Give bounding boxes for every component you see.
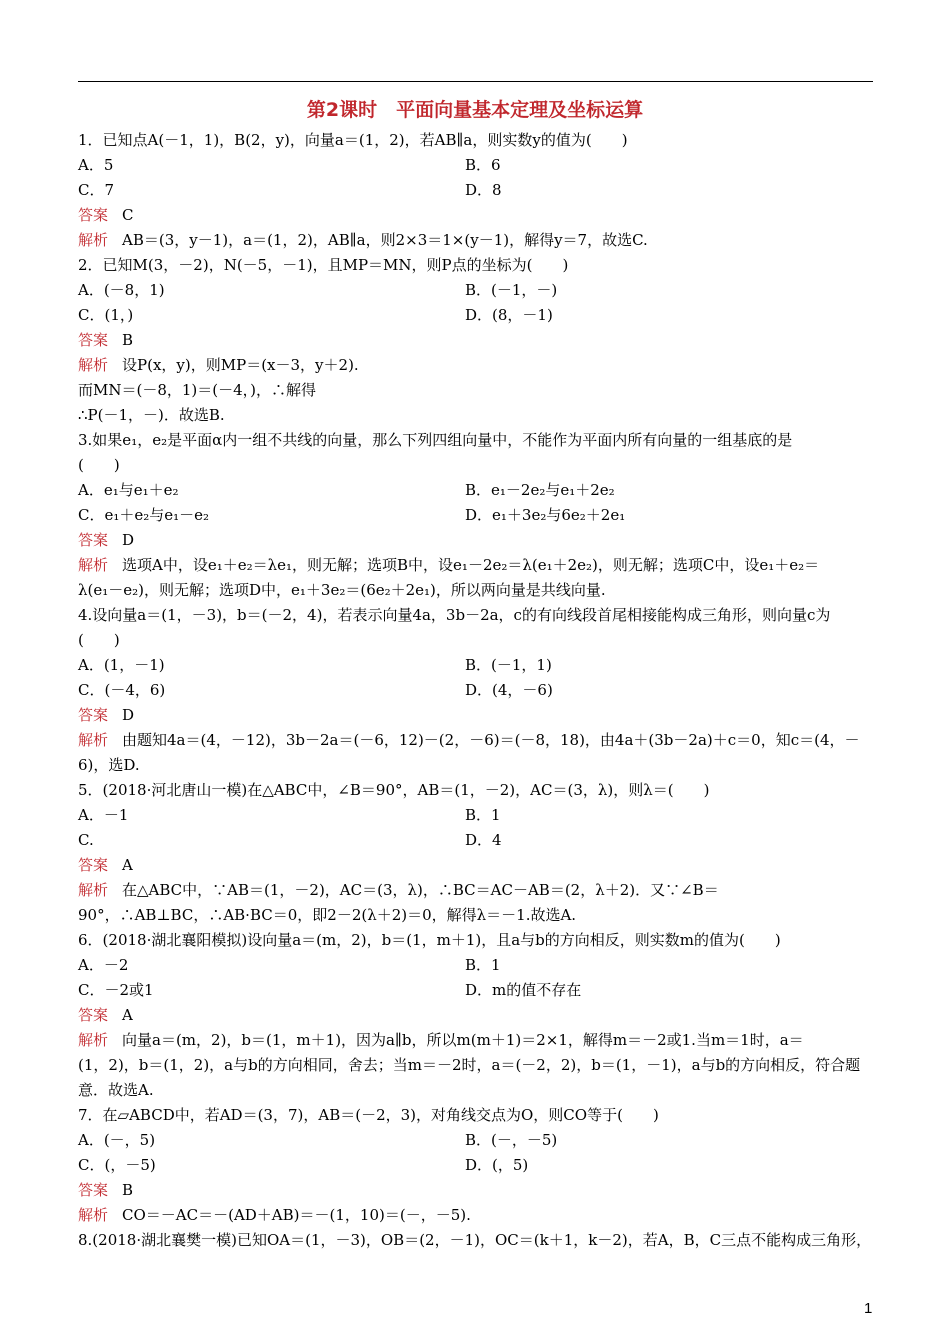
answer-line [78,1005,133,1025]
answer-label: 答案 [78,331,109,349]
answer-line [78,705,134,725]
line-text: 8.(2018·湖北襄樊一模)已知OA＝(1，－3)，OB＝(2，－1)，OC＝(k＋1，k－2)，若A，B，C三点不能构成三角形， [78,1231,872,1249]
line-text: A [122,856,133,874]
line-text: B．(－1，1) [465,656,552,674]
answer-label: 答案 [78,706,109,724]
text-line [465,655,552,675]
answer-line [78,205,134,225]
line-text: A．e₁与e₁＋e₂ [78,481,179,499]
line-text: C．7 [78,181,115,199]
answer-line [78,1180,133,1200]
text-line [78,755,140,775]
line-text: B．6 [465,156,501,174]
text-line [78,580,606,600]
line-text: D．(8，－1) [465,306,553,324]
line-text: C [122,206,134,224]
line-text: D．e₁＋3e₂与6e₂＋2e₁ [465,506,626,524]
line-text: A．(－，5) [78,1131,156,1149]
text-line [78,1230,871,1250]
line-text: C. [78,831,94,849]
line-text: λ(e₁－e₂)，则无解；选项D中，e₁＋3e₂＝(6e₂＋2e₁)，所以两向量是共线向量. [78,581,606,599]
text-line [465,1155,528,1175]
text-line [78,780,709,800]
line-text: 1．已知点A(－1，1)，B(2，y)，向量a＝(1，2)，若AB∥a，则实数y的值为( ) [78,131,628,149]
line-text: A．5 [78,156,114,174]
text-line [465,180,502,200]
text-line [465,955,501,975]
line-text: 在△ABC中，∵AB＝(1，－2)，AC＝(3，λ)，∴BC＝AC－AB＝(2，λ＋2)．又∵∠B＝ [122,881,719,899]
text-line [78,430,792,450]
text-line [78,955,128,975]
analysis-label: 解析 [78,231,109,249]
line-text: 6．(2018·湖北襄阳模拟)设向量a＝(m，2)，b＝(1，m＋1)，且a与b的方向相反，则实数m的值为( ) [78,931,781,949]
text-line [78,655,165,675]
line-text: 2．已知M(3，－2)，N(－5，－1)，且MP＝MN，则P点的坐标为( ) [78,256,569,274]
text-line [465,805,501,825]
text-line [78,180,114,200]
text-line [78,930,781,950]
answer-line [78,530,134,550]
line-text: A．－2 [78,956,129,974]
analysis-label: 解析 [78,556,109,574]
line-text: D．4 [465,831,502,849]
analysis-line [78,355,359,375]
line-text: B．1 [465,956,501,974]
page-number: 1 [864,1300,873,1317]
line-text: ( ) [78,631,120,649]
text-line [78,830,94,850]
line-text: C．(1，) [78,306,134,324]
text-line [78,630,120,650]
text-line [78,505,209,525]
line-text: A．(1，－1) [78,656,165,674]
line-text: 90°，∴AB⊥BC，∴AB·BC＝0，即2－2(λ＋2)＝0，解得λ＝－1.故选A. [78,906,577,924]
text-line [465,505,625,525]
analysis-label: 解析 [78,881,109,899]
answer-line [78,855,133,875]
analysis-label: 解析 [78,731,109,749]
analysis-line [78,730,860,750]
text-line [465,480,615,500]
text-line [78,980,154,1000]
line-text: D [122,706,135,724]
line-text: 7．在▱ABCD中，若AD＝(3，7)，AB＝(－2，3)，对角线交点为O，则CO等于( ) [78,1106,659,1124]
text-line [465,830,502,850]
line-text: 6)，选D. [78,756,140,774]
line-text: (1，2)，b＝(1，2)，a与b的方向相同，舍去；当m＝－2时，a＝(－2，2)，b＝(1，－1)，a与b的方向相反，符合题 [78,1056,861,1074]
line-text: 4.设向量a＝(1，－3)，b＝(－2，4)，若表示向量4a，3b－2a，c的有向线段首尾相接能构成三角形，则向量c为 [78,606,831,624]
analysis-line [78,1030,804,1050]
analysis-label: 解析 [78,1206,109,1224]
line-text: AB＝(3，y－1)，a＝(1，2)，AB∥a，则2×3＝1×(y－1)，解得y＝7，故选C. [122,231,648,249]
line-text: 由题知4a＝(4，－12)，3b－2a＝(－6，12)－(2，－6)＝(－8，18)，由4a＋(3b－2a)＋c＝0，知c＝(4，－ [122,731,860,749]
text-line [465,1130,557,1150]
line-text: 设P(x，y)，则MP＝(x－3，y＋2). [122,356,359,374]
line-text: 3.如果e₁，e₂是平面α内一组不共线的向量，那么下列四组向量中，不能作为平面内所有向量的一组基底的是 [78,431,793,449]
analysis-line [78,555,819,575]
line-text: B．(－，－5) [465,1131,558,1149]
line-text: CO＝－AC＝－(AD＋AB)＝－(1，10)＝(－，－5). [122,1206,471,1224]
line-text: B [122,331,134,349]
line-text: C．(，－5) [78,1156,156,1174]
line-text: 向量a＝(m，2)，b＝(1，m＋1)，因为a∥b，所以m(m＋1)＝2×1，解得m＝－2或1.当m＝1时，a＝ [122,1031,804,1049]
text-line [78,405,225,425]
line-text: B [122,1181,134,1199]
line-text: D．(4，－6) [465,681,553,699]
text-line [78,280,165,300]
text-line [78,255,568,275]
answer-label: 答案 [78,856,109,874]
text-line [78,455,120,475]
text-line [78,480,179,500]
line-text: A．(－8，1) [78,281,165,299]
analysis-line [78,880,719,900]
answer-line [78,330,133,350]
text-line [78,1130,155,1150]
line-text: C．(－4，6) [78,681,166,699]
header-rule [78,81,873,82]
analysis-line [78,230,648,250]
text-line [78,905,576,925]
text-line [78,1080,154,1100]
answer-label: 答案 [78,1006,109,1024]
line-text: A [122,1006,133,1024]
line-text: D．m的值不存在 [465,981,582,999]
text-line [78,1105,659,1125]
line-text: B．1 [465,806,501,824]
text-line [78,380,316,400]
text-line [78,680,165,700]
answer-label: 答案 [78,206,109,224]
analysis-label: 解析 [78,356,109,374]
line-text: 意．故选A. [78,1081,154,1099]
answer-label: 答案 [78,531,109,549]
line-text: ∴P(－1，－)．故选B. [78,406,225,424]
text-line [465,980,581,1000]
text-line [465,305,553,325]
line-text: C．e₁＋e₂与e₁－e₂ [78,506,210,524]
line-text: 而MN＝(－8，1)＝(－4，)，∴解得 [78,381,317,399]
analysis-label: 解析 [78,1031,109,1049]
text-line [78,130,628,150]
text-line [78,605,830,625]
text-line [78,1155,156,1175]
line-text: 选项A中，设e₁＋e₂＝λe₁，则无解；选项B中，设e₁－2e₂＝λ(e₁＋2e₂)，则无解；选项C中，设e₁＋e₂＝ [122,556,820,574]
text-line [78,155,113,175]
line-text: D [122,531,135,549]
line-text: D．8 [465,181,502,199]
text-line [78,805,128,825]
line-text: C．－2或1 [78,981,154,999]
page-title: 第2课时 平面向量基本定理及坐标运算 [306,99,644,121]
line-text: D．(，5) [465,1156,529,1174]
line-text: A．－1 [78,806,129,824]
text-line [465,280,557,300]
text-line [465,155,501,175]
text-line [78,305,133,325]
line-text: 5．(2018·河北唐山一模)在△ABC中，∠B＝90°，AB＝(1，－2)，AC＝(3，λ)，则λ＝( ) [78,781,710,799]
line-text: ( ) [78,456,120,474]
text-line [78,1055,860,1075]
line-text: B．e₁－2e₂与e₁＋2e₂ [465,481,615,499]
text-line [465,680,553,700]
line-text: B．(－1，－) [465,281,558,299]
analysis-line [78,1205,471,1225]
answer-label: 答案 [78,1181,109,1199]
